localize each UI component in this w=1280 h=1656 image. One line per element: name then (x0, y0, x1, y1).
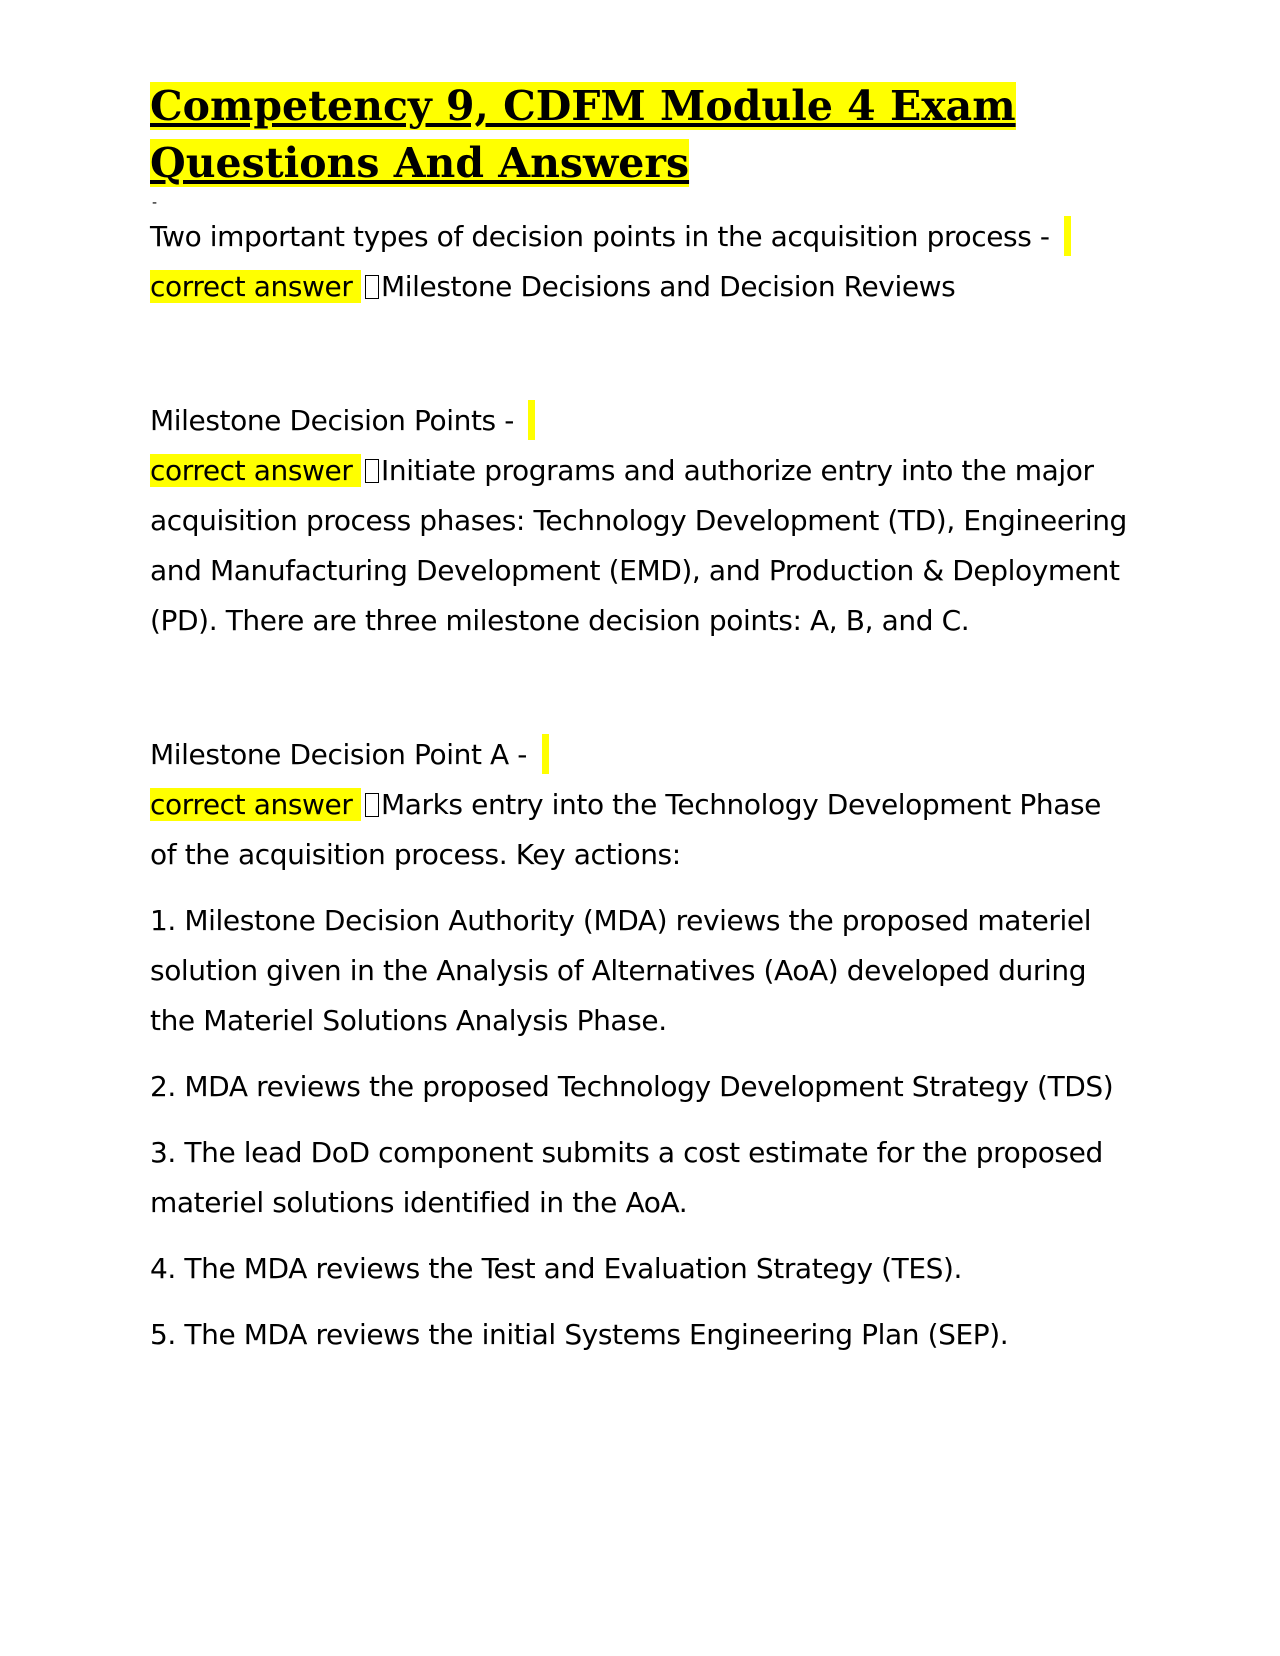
separator-dash: - (152, 195, 158, 211)
highlight-marker (1064, 216, 1071, 256)
qa-item-2 (150, 396, 1130, 646)
answer-label: correct answer (150, 454, 361, 487)
document-title (150, 78, 1130, 192)
question-text: Two important types of decision points in the acquisition process - (150, 220, 1059, 253)
answer-line (150, 446, 1130, 646)
qa-item-3 (150, 730, 1130, 880)
answer-label: correct answer (150, 788, 361, 821)
highlight-marker (528, 400, 535, 440)
answer-label: correct answer (150, 270, 361, 303)
document-page (150, 78, 1130, 1360)
list-item-2: 2. MDA reviews the proposed Technology Development Strategy (TDS) (150, 1070, 1114, 1103)
missing-glyph-icon (365, 459, 379, 483)
highlight-marker (542, 734, 549, 774)
answer-line (150, 262, 1130, 312)
missing-glyph-icon (365, 793, 379, 817)
answer-text: Initiate programs and authorize entry into the major acquisition process phases: Technology Development (TD), Engineering and Manufacturing Development (EMD), and Production & Deployment (PD). There are three milestone decision points: A, B, and C. (150, 454, 1127, 637)
missing-glyph-icon (365, 275, 379, 299)
answer-text: Milestone Decisions and Decision Reviews (380, 270, 956, 303)
question-text: Milestone Decision Points - (150, 404, 523, 437)
answer-line (150, 780, 1130, 880)
title-line-1: Competency 9, CDFM Module 4 Exam (150, 82, 1016, 130)
list-item-3: 3. The lead DoD component submits a cost estimate for the proposed materiel solutions identified in the AoA. (150, 1136, 1103, 1219)
list-item-4: 4. The MDA reviews the Test and Evaluation Strategy (TES). (150, 1252, 963, 1285)
qa-item-1 (150, 212, 1130, 312)
title-line-2: Questions And Answers (150, 139, 690, 187)
list-item-1: 1. Milestone Decision Authority (MDA) reviews the proposed materiel solution given in the Analysis of Alternatives (AoA) developed during the Materiel Solutions Analysis Phase. (150, 904, 1092, 1037)
answer-text: Marks entry into the Technology Development Phase of the acquisition process. Key actions: (150, 788, 1101, 871)
list-item-5: 5. The MDA reviews the initial Systems Engineering Plan (SEP). (150, 1318, 1009, 1351)
question-text: Milestone Decision Point A - (150, 738, 536, 771)
